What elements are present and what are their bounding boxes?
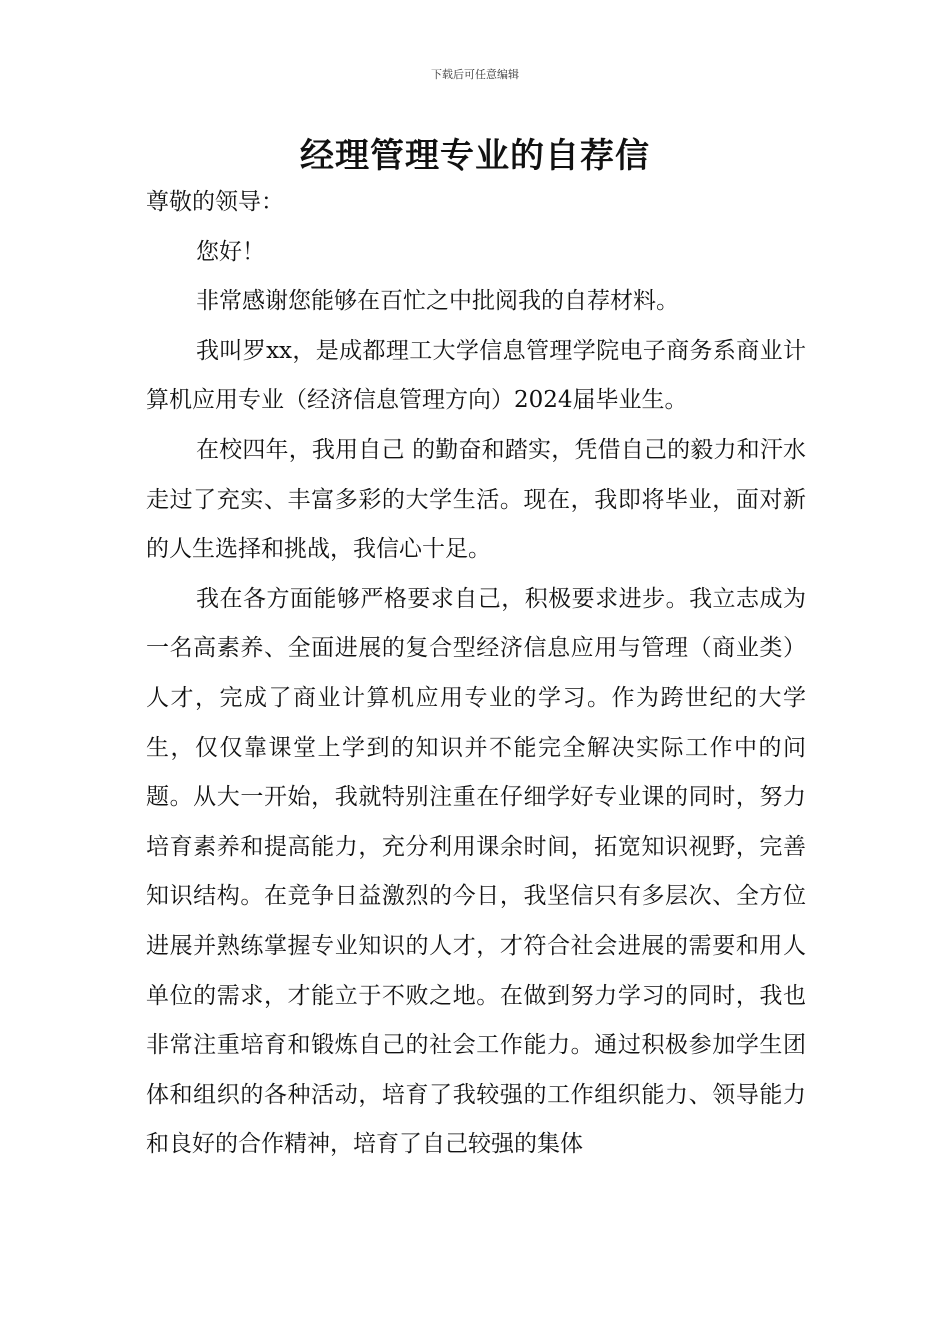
letter-body (146, 178, 806, 1170)
header-note: 下载后可任意编辑 (431, 68, 519, 81)
document-title: 经理管理专业的自荐信 (300, 136, 650, 176)
greeting-paragraph: 您好！ (196, 238, 265, 265)
self-assessment-paragraph: 我在各方面能够严格要求自己，积极要求进步。我立志成为一名高素养、全面进展的复合型经济信息应用与管理（商业类）人才，完成了商业计算机应用专业的学习。作为跨世纪的大学生，仅仅靠课堂上学到的知识并不能完全解决实际工作中的问题。从大一开始，我就特别注重在仔细学好专业课的同时，努力培育素养和提高能力，充分利用课余时间，拓宽知识视野，完善知识结构。在竞争日益激烈的今日，我坚信只有多层次、全方位进展并熟练掌握专业知识的人才，才符合社会进展的需要和用人单位的需求，才能立于不败之地。在做到努力学习的同时，我也非常注重培育和锻炼自己的社会工作能力。通过积极参加学生团体和组织的各种活动，培育了我较强的工作组织能力、领导能力和良好的合作精神，培育了自己较强的集体 (146, 585, 806, 1158)
thanks-paragraph: 非常感谢您能够在百忙之中批阅我的自荐材料。 (196, 288, 679, 315)
intro-paragraph: 我叫罗xx，是成都理工大学信息管理学院电子商务系商业计算机应用专业（经济信息管理方向）2024届毕业生。 (146, 337, 806, 414)
university-life-paragraph: 在校四年，我用自己 的勤奋和踏实，凭借自己的毅力和汗水走过了充实、丰富多彩的大学生活。现在，我即将毕业，面对新的人生选择和挑战，我信心十足。 (146, 436, 806, 563)
salutation: 尊敬的领导： (146, 189, 284, 215)
